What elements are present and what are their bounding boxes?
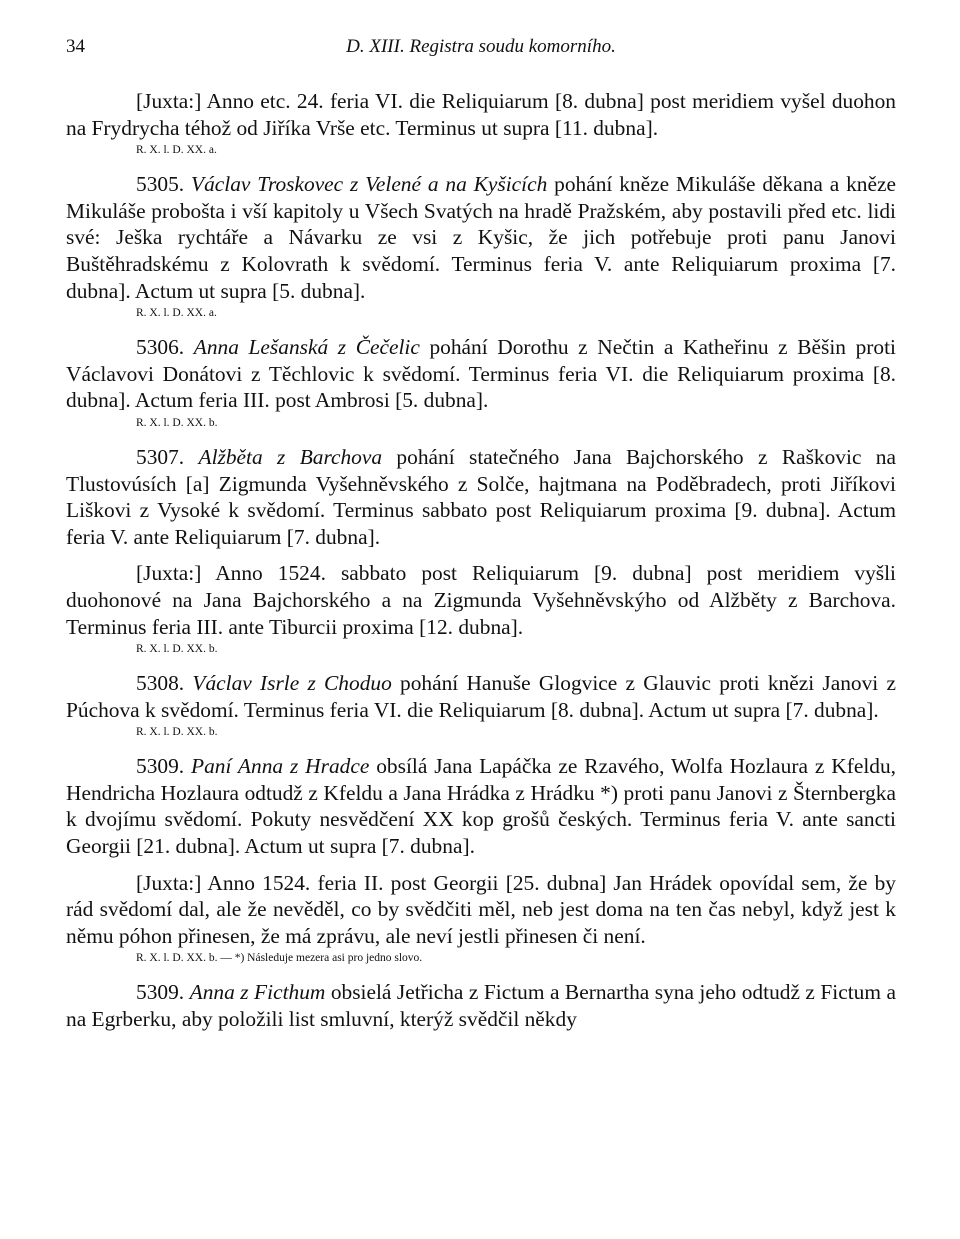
entry-paragraph xyxy=(66,670,896,723)
archival-signature: R. X. l. D. XX. a. xyxy=(136,307,217,320)
entry-person: Paní Anna z Hradce xyxy=(191,754,370,779)
archival-signature: R. X. l. D. XX. b. — *) Následuje mezera asi pro jedno slovo. xyxy=(136,952,423,965)
entry-text: [Juxta:] Anno 1524. sabbato post Reliquiarum [9. dubna] post meridiem vyšli duohonové na Jana Bajchorského a na Zigmunda Vyšehněvskýho od Alžběty z Barchova. Terminus feria III. ante Tiburcii proxima [12. dubna]. xyxy=(66,561,896,639)
entry-text: obsílá Jana Lapáčka ze Rzavého, Wolfa Hozlaura z Kfeldu, Hendricha Hozlaura odtudž z Kfeldu a Jana Hrádka z Hrádku *) proti panu Janovi z Šternbergka k dvojímu svědomí. Pokuty nesvědčení XX kop grošů českých. Terminus feria V. ante sancti Georgii [21. dubna]. Actum ut supra [7. dubna]. xyxy=(66,754,897,859)
entry-person: Václav Troskovec z Velené a na Kyšicích xyxy=(191,172,548,197)
entry-paragraph xyxy=(66,870,896,950)
entry-number: 5309. xyxy=(136,980,185,1005)
entry-text: [Juxta:] Anno 1524. feria II. post Georgii [25. dubna] Jan Hrádek opovídal sem, že by rád svědomí dal, ale že nevěděl, co by svědčiti měl, neb jest doma na ten čas nebyl, když jest k němu póhon přinesen, že má zprávu, ale neví jestli přinesen či není. xyxy=(66,870,896,948)
entry-number: 5306. xyxy=(136,335,185,360)
archival-signature: R. X. l. D. XX. b. xyxy=(136,726,218,739)
entry-person: Anna z Ficthum xyxy=(189,980,326,1005)
document-body xyxy=(66,88,896,1033)
entry-paragraph xyxy=(66,444,896,550)
entry-text: pohání Dorothu z Nečtin a Katheřinu z Běšin proti Václavovi Donátovi z Těchlovic k svědomí. Terminus feria VI. die Reliquiarum proxima [8. dubna]. Actum feria III. post Ambrosi [5. dubna]. xyxy=(66,335,896,413)
entry-number: 5308. xyxy=(136,671,185,696)
entry-paragraph xyxy=(66,979,896,1032)
entry-paragraph xyxy=(66,560,896,640)
entry-text: [Juxta:] Anno etc. 24. feria VI. die Reliquiarum [8. dubna] post meridiem vyšel duohon na Frydrycha téhož od Jiříka Vrše etc. Terminus ut supra [11. dubna]. xyxy=(66,89,896,140)
entry-text: obsielá Jetřicha z Fictum a Bernartha syna jeho odtudž z Fictum a na Egrberku, aby položili list smluvní, kterýž svědčil někdy xyxy=(66,980,896,1032)
archival-signature: R. X. l. D. XX. b. xyxy=(136,643,218,656)
entry-paragraph xyxy=(66,334,896,414)
archival-signature: R. X. l. D. XX. a. xyxy=(136,144,217,157)
entry-text: pohání Hanuše Glogvice z Glauvic proti knězi Janovi z Púchova k svědomí. Terminus feria VI. die Reliquiarum [8. dubna]. Actum ut supra [7. dubna]. xyxy=(66,671,896,722)
entry-paragraph xyxy=(66,753,896,859)
entry-number: 5309. xyxy=(136,754,185,779)
page-number: 34 xyxy=(66,36,85,57)
archival-signature: R. X. l. D. XX. b. xyxy=(136,416,218,429)
entry-person: Alžběta z Barchova xyxy=(198,444,383,469)
entry-number: 5307. xyxy=(136,444,185,469)
entry-number: 5305. xyxy=(136,172,185,197)
running-title: D. XIII. Registra soudu komorního. xyxy=(346,36,616,57)
entry-paragraph xyxy=(66,88,896,141)
entry-text: pohání kněze Mikuláše děkana a kněze Mikuláše probošta i vší kapitoly u Všech Svatých na hradě Pražském, aby postavili před etc. lidi své: Ješka rychtáře a Návarku ze vsi z Kyšic, že jich potřebuje proti panu Janovi Buštěhradskému z Kolovrath k svědomí. Terminus feria V. ante Reliquiarum proxima [7. dubna]. Actum ut supra [5. dubna]. xyxy=(66,172,896,303)
page-header xyxy=(66,36,896,66)
entry-text: pohání statečného Jana Bajchorského z Raškovic na Tlustovúsích [a] Zigmunda Vyšehněvského z Solče, hajtmana na Poděbradech, proti Jiříkovi Liškovi z Vysoké k svědomí. Terminus sabbato post Reliquiarum proxima [9. dubna]. Actum feria V. ante Reliquiarum [7. dubna]. xyxy=(66,444,896,549)
entry-person: Václav Isrle z Choduo xyxy=(192,671,392,696)
entry-person: Anna Lešanská z Čečelic xyxy=(193,335,420,360)
entry-paragraph xyxy=(66,171,896,304)
